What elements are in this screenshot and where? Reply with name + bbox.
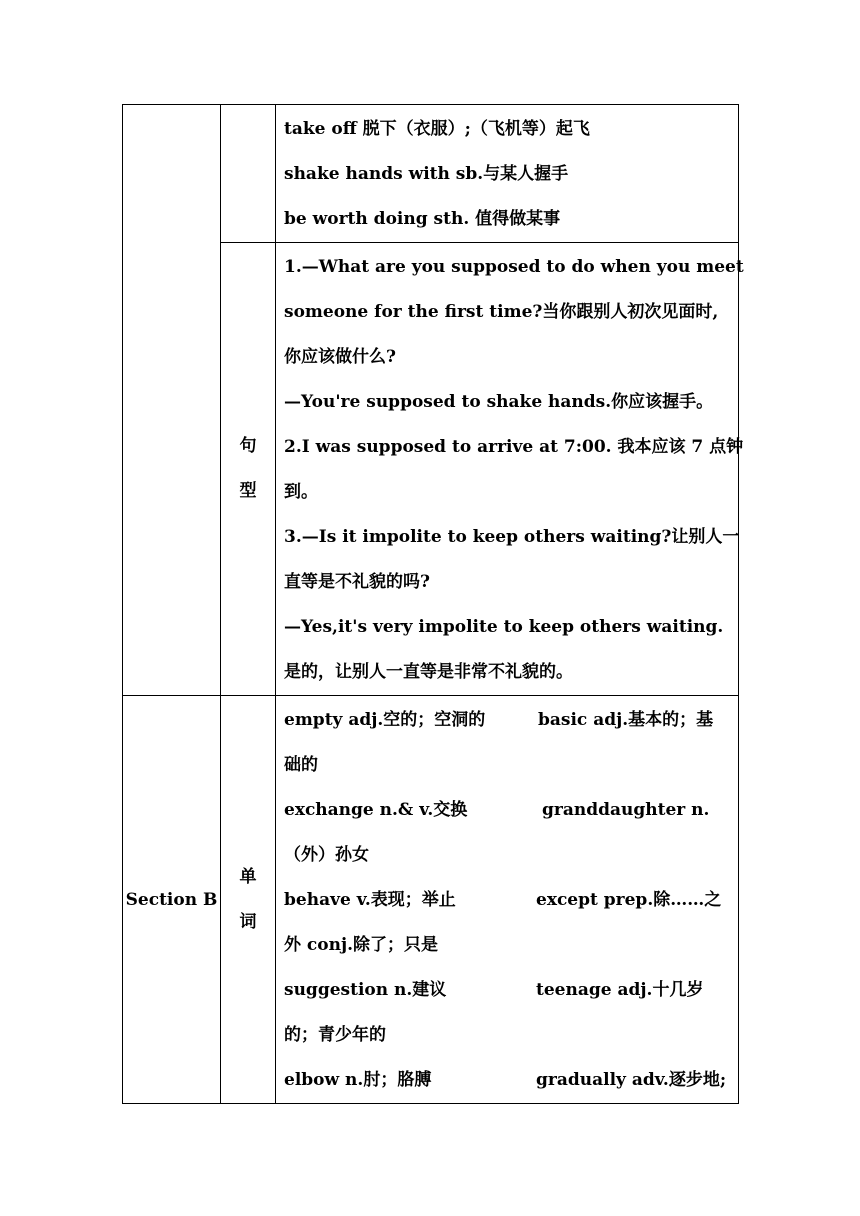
sentence-line: 1.—What are you supposed to do when you meet — [284, 257, 744, 277]
word-line: 外 conj.除了；只是 — [284, 935, 439, 955]
sentence-line: 是的，让别人一直等是非常不礼貌的。 — [284, 662, 573, 682]
word-line: （外）孙女 — [284, 845, 369, 865]
sentence-line: 到。 — [284, 482, 318, 502]
phrase-line: take off 脱下（衣服）;（飞机等）起飞 — [284, 119, 590, 139]
word-line: exchange n.& v.交换 granddaughter n. — [284, 800, 710, 820]
sentence-line: someone for the first time?当你跟别人初次见面时, — [284, 302, 719, 322]
words-cell — [276, 696, 739, 1104]
sentence-line: —Yes,it's very impolite to keep others waiting. — [284, 617, 724, 637]
sentence-pattern-label: 句 型 — [221, 243, 276, 696]
word-line: 础的 — [284, 755, 318, 775]
section-label: Section B — [123, 696, 221, 1104]
section-b-row — [123, 696, 739, 1104]
sentence-line: 直等是不礼貌的吗? — [284, 572, 430, 592]
phrase-line: shake hands with sb.与某人握手 — [284, 164, 569, 184]
label-cell-empty — [221, 105, 276, 243]
sentence-line: 3.—Is it impolite to keep others waiting?让别人一 — [284, 527, 740, 547]
vocabulary-table — [122, 104, 744, 1104]
word-line: empty adj.空的；空洞的 basic adj.基本的；基 — [284, 710, 714, 730]
phrases-row — [123, 105, 739, 243]
sentence-line: —You're supposed to shake hands.你应该握手。 — [284, 392, 714, 412]
word-line: 的；青少年的 — [284, 1025, 386, 1045]
word-line: elbow n.肘；胳膊 gradually adv.逐步地; — [284, 1070, 727, 1090]
word-line: behave v.表现；举止 except prep.除……之 — [284, 890, 722, 910]
phrases-cell — [276, 105, 739, 243]
phrase-line: be worth doing sth. 值得做某事 — [284, 209, 561, 229]
sentence-pattern-cell — [276, 243, 744, 696]
sentence-line: 你应该做什么? — [284, 347, 396, 367]
section-cell-empty — [123, 105, 221, 696]
sentence-line: 2.I was supposed to arrive at 7:00. 我本应该 7 点钟 — [284, 437, 744, 457]
words-label: 单 词 — [221, 696, 276, 1104]
word-line: suggestion n.建议 teenage adj.十几岁 — [284, 980, 704, 1000]
